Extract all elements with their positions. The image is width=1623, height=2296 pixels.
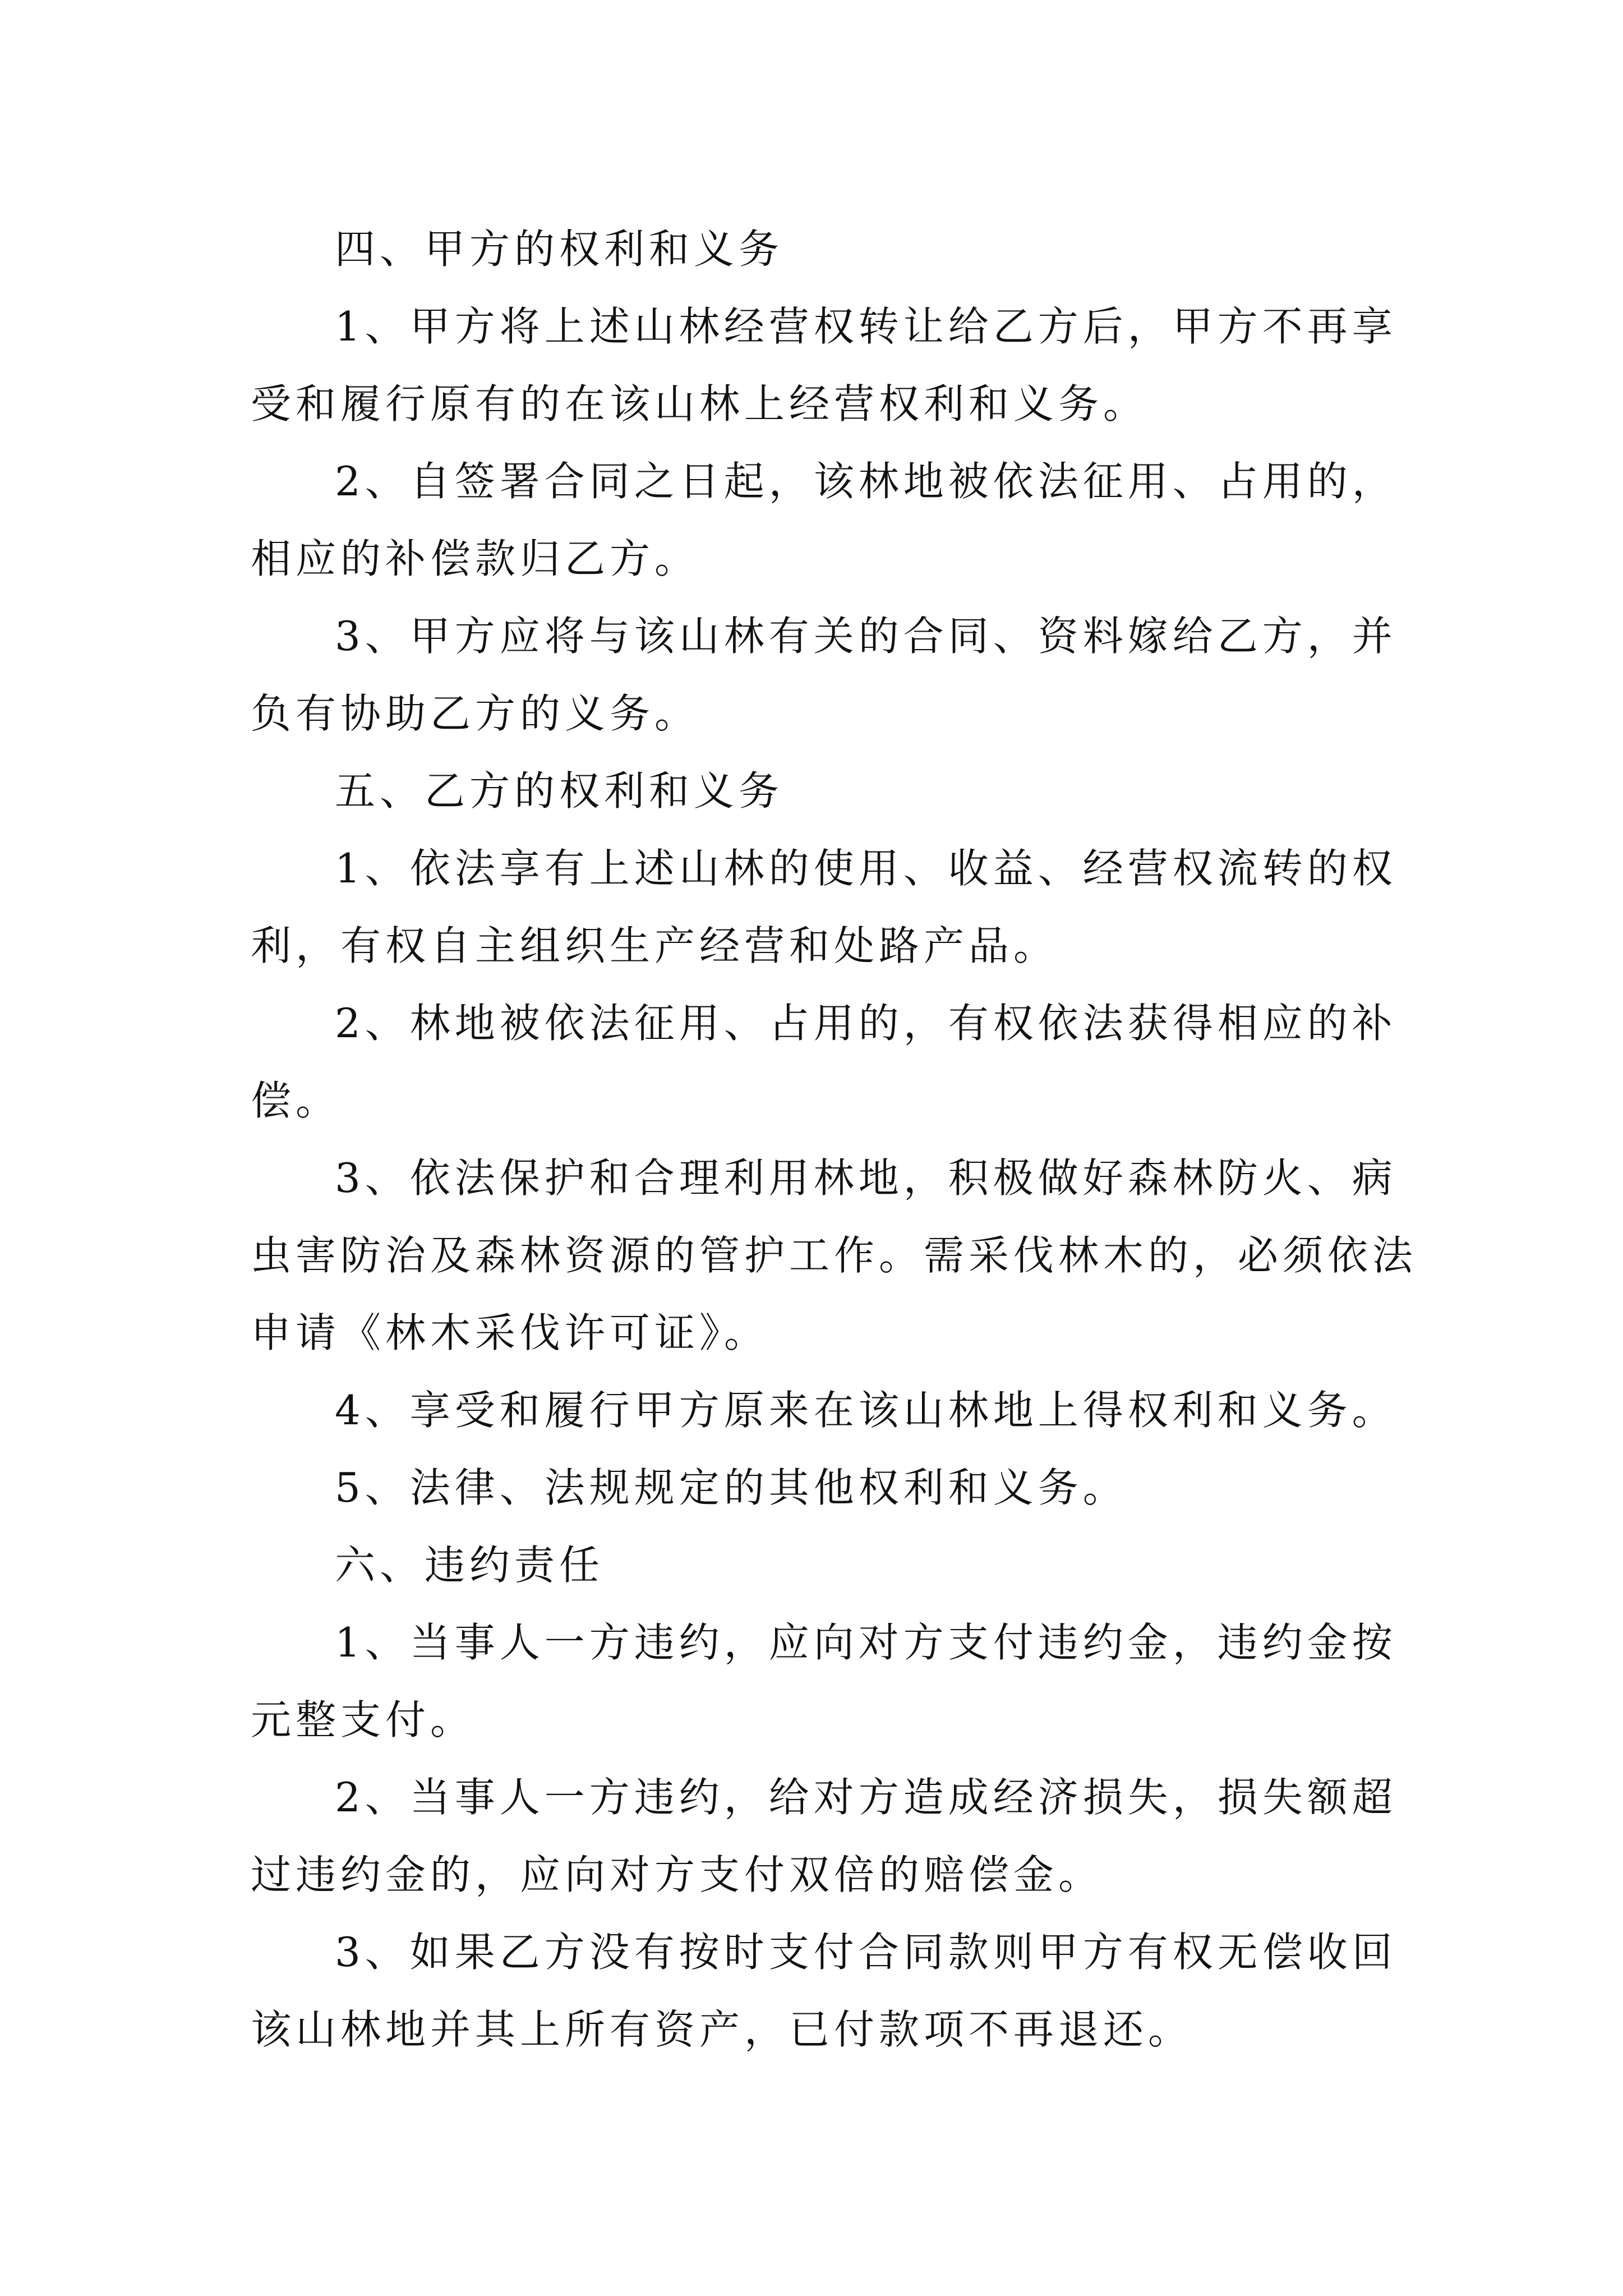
clause-line: 受和履行原有的在该山林上经营权利和义务。: [251, 380, 1149, 427]
clause-line: 相应的补偿款归乙方。: [251, 535, 700, 582]
clause-line: 3、如果乙方没有按时支付合同款则甲方有权无偿收回: [335, 1929, 1397, 1976]
clause-line: 申请《林木采伐许可证》。: [251, 1309, 769, 1356]
document-body: [251, 210, 1418, 2068]
section-heading-breach-liability: 六、违约责任: [335, 1542, 605, 1589]
clause-line: 3、依法保护和合理利用林地，积极做好森林防火、病: [335, 1154, 1397, 1202]
clause-line: 负有协助乙方的义务。: [251, 690, 700, 737]
clause-line: 该山林地并其上所有资产，已付款项不再退还。: [251, 2006, 1193, 2053]
clause-line: 偿。: [251, 1077, 341, 1124]
clause-line: 1、依法享有上述山林的使用、收益、经营权流转的权: [335, 845, 1397, 892]
section-heading-party-a-rights: 四、甲方的权利和义务: [335, 226, 784, 273]
clause-line: 虫害防治及森林资源的管护工作。需采伐林木的，必须依法: [251, 1232, 1418, 1279]
clause-line: 2、自签署合同之日起，该林地被依法征用、占用的，: [335, 458, 1397, 505]
clause-line: 元整支付。: [251, 1696, 476, 1743]
clause-line: 利，有权自主组织生产经营和处路产品。: [251, 922, 1059, 969]
clause-line: 2、林地被依法征用、占用的，有权依法获得相应的补: [335, 1000, 1397, 1047]
clause-line: 5、法律、法规规定的其他权利和义务。: [335, 1464, 1128, 1511]
section-heading-party-b-rights: 五、乙方的权利和义务: [335, 767, 784, 815]
clause-line: 1、甲方将上述山林经营权转让给乙方后，甲方不再享: [335, 303, 1397, 350]
clause-line: 3、甲方应将与该山林有关的合同、资料嫁给乙方，并: [335, 613, 1397, 660]
clause-line: 4、享受和履行甲方原来在该山林地上得权利和义务。: [335, 1387, 1397, 1434]
clause-line: 2、当事人一方违约，给对方造成经济损失，损失额超: [335, 1774, 1397, 1821]
clause-line: 1、当事人一方违约，应向对方支付违约金，违约金按: [335, 1619, 1397, 1666]
clause-line: 过违约金的，应向对方支付双倍的赔偿金。: [251, 1851, 1104, 1898]
